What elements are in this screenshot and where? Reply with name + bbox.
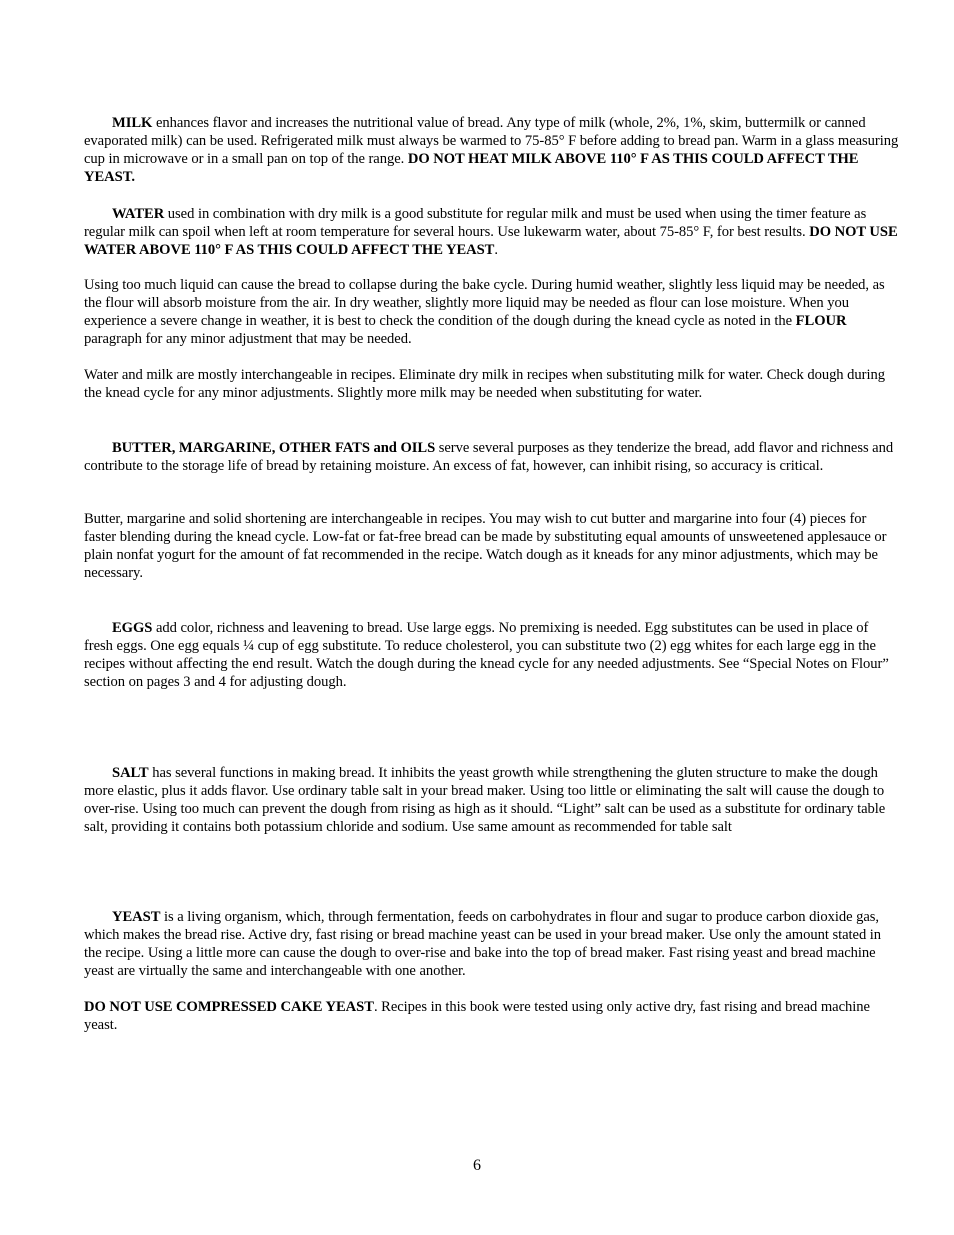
water-end: . [494,242,498,259]
cake-yeast-text: . Recipes in this book were tested using only active dry, fast rising and bread machine yeast. [84,999,870,1034]
interchange-paragraph: Water and milk are mostly interchangeable in recipes. Eliminate dry milk in recipes when substituting milk for water. Check dough during the knead cycle for any minor adjustments. Slightly more milk may be needed when substituting for water. [84,367,885,402]
salt-text: has several functions in making bread. It inhibits the yeast growth while strengthening the gluten structure to make the dough more elastic, plus it adds flavor. Use ordinary table salt in your bread maker. Using too little or eliminating the salt will cause the dough to over-rise. Using too much can prevent the dough from rising as high as it should. “Light” salt can be used as a substitute for ordinary table salt, providing it contains both potassium chloride and sodium. Use same amount as recommended for table salt [84,765,886,836]
page-number: 6 [473,1157,481,1174]
salt-heading: SALT [112,765,149,781]
salt-paragraph [84,764,900,836]
flour-reference: FLOUR [795,313,847,330]
cake-yeast-paragraph [84,998,900,1034]
water-warning: DO NOT USE WATER ABOVE 110° F AS THIS COULD AFFECT THE YEAST [84,224,898,259]
yeast-heading: YEAST [112,909,161,925]
liquid-text: Using too much liquid can cause the bread to collapse during the bake cycle. During humid weather, slightly less liquid may be needed, as the flour will absorb moisture from the air. In dry weather, slightly more liquid may be needed as flour can lose moisture. When you experience a severe change in weather, it is best to check the condition of the dough during the knead cycle as noted in the [84,277,885,330]
liquid-paragraph [84,276,900,348]
water-paragraph [84,205,900,259]
milk-heading: MILK [112,115,153,131]
liquid-text-end: paragraph for any minor adjustment that may be needed. [84,331,412,348]
yeast-paragraph [84,908,900,980]
water-text: used in combination with dry milk is a good substitute for regular milk and must be used when using the timer feature as regular milk can spoil when left at room temperature for several hours. Use lukewarm water, about 75-85° F, for best results. [84,206,867,241]
milk-text: enhances flavor and increases the nutritional value of bread. Any type of milk (whole, 2%, 1%, skim, buttermilk or canned evaporated milk) can be used. Refrigerated milk must always be warmed to 75-85° F before adding to bread pan. Warm in a glass measuring cup in microwave or in a small pan on top of the range. [84,115,899,168]
eggs-heading: EGGS [112,620,153,636]
yeast-text: is a living organism, which, through fermentation, feeds on carbohydrates in flour and sugar to produce carbon dioxide gas, which makes the bread rise. Active dry, fast rising or bread machine yeast can be used in your bread maker. Use only the amount stated in the recipe. Using a little more can cause the dough to over-rise and bake into the top of bread maker. Fast rising yeast and bread machine yeast are virtually the same and interchangeable with one another. [84,909,882,980]
fats-text: serve several purposes as they tenderize the bread, add flavor and richness and contribute to the storage life of bread by retaining moisture. An excess of fat, however, can inhibit rising, so accuracy is critical. [84,440,894,475]
milk-paragraph [84,114,900,186]
fats-paragraph [84,439,900,475]
eggs-text: add color, richness and leavening to bread. Use large eggs. No premixing is needed. Egg substitutes can be used in place of fresh eggs. One egg equals ¼ cup of egg substitute. To reduce cholesterol, you can substitute two (2) egg whites for each large egg in the recipes without affecting the end result. Watch the dough during the knead cycle for any needed adjustments. See “Special Notes on Flour” section on pages 3 and 4 for adjusting dough. [84,620,889,691]
butter-paragraph: Butter, margarine and solid shortening are interchangeable in recipes. You may wish to cut butter and margarine into four (4) pieces for faster blending during the knead cycle. Low-fat or fat-free bread can be made by substituting equal amounts of unsweetened applesauce or plain nonfat yogurt for the amount of fat recommended in the recipe. Watch dough as it kneads for any minor adjustments, which may be necessary. [84,511,887,582]
milk-warning: DO NOT HEAT MILK ABOVE 110° F AS THIS COULD AFFECT THE YEAST. [84,151,859,186]
fats-heading: BUTTER, MARGARINE, OTHER FATS and OILS [112,440,436,456]
cake-yeast-warning: DO NOT USE COMPRESSED CAKE YEAST [84,999,374,1015]
water-heading: WATER [112,206,165,222]
eggs-paragraph [84,619,900,691]
